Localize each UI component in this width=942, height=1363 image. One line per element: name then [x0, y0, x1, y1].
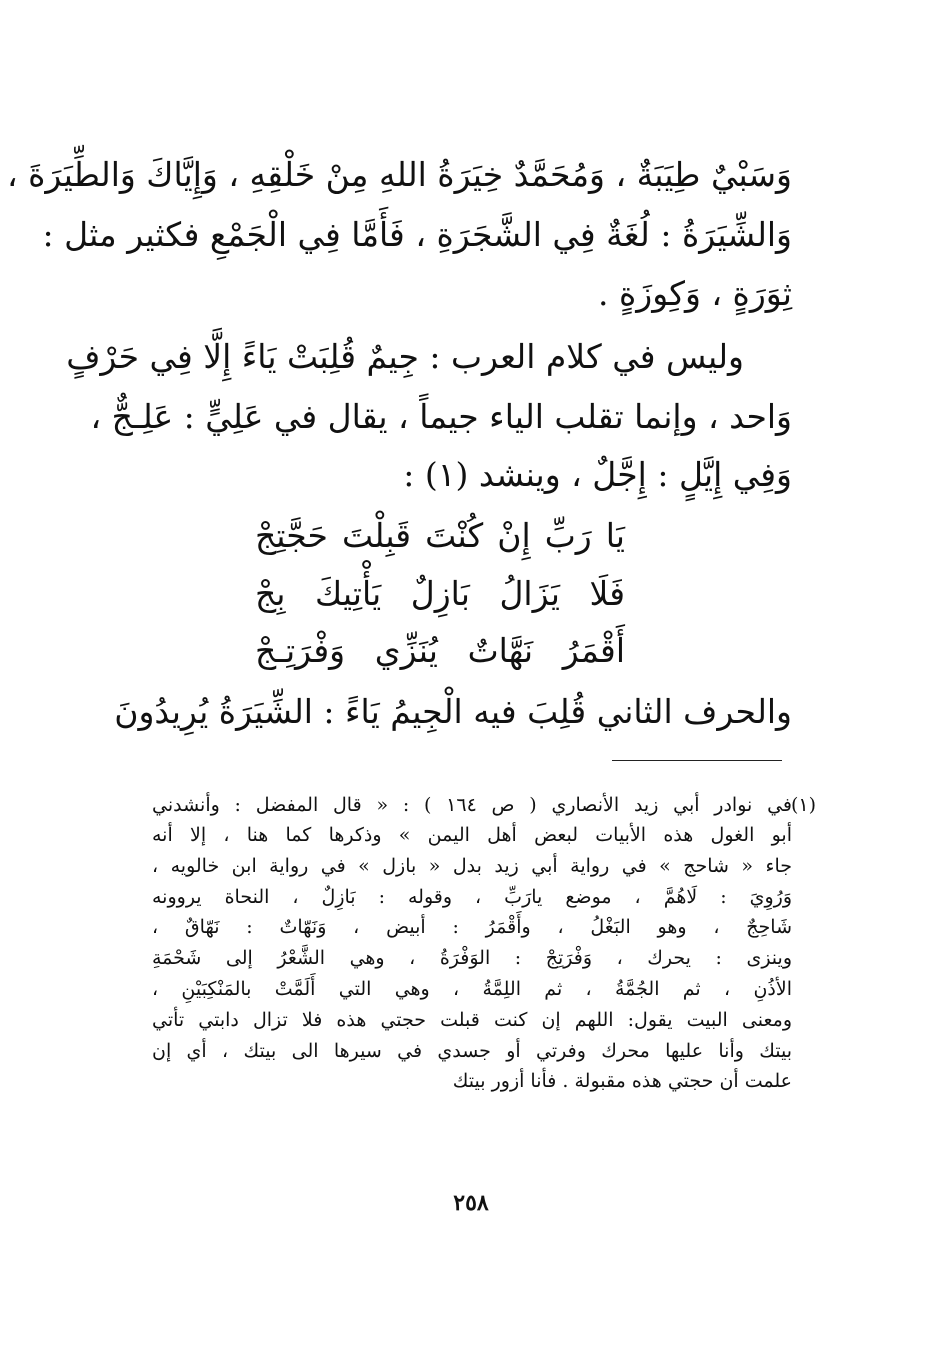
poem-verse: فَلَا يَزَالُ بَازِلٌ يَأْتِيكَ بِجْ	[255, 574, 625, 613]
main-text-line: ثِوَرَةٍ ، وَكِوزَةٍ .	[598, 274, 792, 313]
footnote-line: ومعنى البيت يقول: اللهم إن كنت قبلت حجتي هذه فلا تزال دابتي تأتي	[152, 1009, 792, 1031]
footnote-line: أبو الغول هذه الأبيات لبعض أهل اليمن » وذكرها كما هنا ، إلا أنه	[152, 824, 792, 846]
main-text-line: وَالشِّيَرَةُ : لُغَةٌ فِي الشَّجَرَةِ ، فَأَمَّا فِي الْجَمْعِ فكثير مثل :	[42, 215, 792, 254]
footnote-line: بيتك وأنا عليها محرك وفرتي أو جسدي في سيرها الى بيتك ، أي إن	[152, 1040, 792, 1062]
footnote-line: شَاحِجٌ ، وهو البَغْلُ ، وأَقْمَرُ : أبيض ، وَنَهّاتٌ : نَهّاقٌ ،	[152, 916, 792, 938]
poem-verse: أَقْمَرُ نَهَّاتٌ يُنَزِّي وَفْرَتِـجْ	[255, 631, 625, 670]
footnote-line: وينزى : يحرك ، وَفْرَتِجْ : الوَفْرَةُ ، وهي الشَّعْرُ إلى شَحْمَةِ	[152, 947, 792, 969]
footnote-line: الأذُنِ ، ثم الجُمَّةُ ، ثم اللِمَّةُ ، وهي التي أَلَمَّتْ بالمَنْكِبَيْنِ ،	[152, 978, 792, 1000]
main-text-line: وَفِي إِيَّلٍ : إِجَّلٌ ، وينشد (١) :	[403, 455, 792, 494]
footnote-separator	[612, 760, 782, 761]
footnote-line: علمت أن حجتي هذه مقبولة . فأنا أزور بيتك	[452, 1070, 792, 1092]
main-text-line: والحرف الثاني قُلِبَ فيه الْجِيمُ يَاءً : الشِّيَرَةُ يُرِيدُونَ	[114, 692, 792, 731]
footnote-line: وَرُوِيَ : لَاهُمَّ ، موضع يارَبِّ ، وقوله : بَازِلٌ ، النحاة يروونه	[152, 886, 792, 908]
footnote-marker: (١)	[790, 794, 816, 816]
main-text-line: وَاحد ، وإنما تقلب الياء جيماً ، يقال في عَلِيٍّ : عَلِـجٌّ ،	[90, 397, 792, 436]
page-number: ٢٥٨	[453, 1190, 489, 1216]
main-text-line: وَسَبْيٌ طِيَبَةٌ ، وَمُحَمَّدٌ خِيَرَةُ اللهِ مِنْ خَلْقِهِ ، وَإِيَّاكَ وَالطِّيَرَةَ ،	[6, 155, 792, 194]
main-text-line: وليس في كلام العرب : جِيمٌ قُلِبَتْ يَاءً إِلَّا فِي حَرْفٍ	[66, 337, 744, 376]
poem-verse: يَا رَبِّ إِنْ كُنْتَ قَبِلْتَ حَجَّتِجْ	[255, 516, 625, 555]
footnote-line: جاء « شاحج » في رواية أبي زيد بدل « بازل » في رواية ابن خالويه ،	[152, 855, 792, 877]
footnote-line: في نوادر أبي زيد الأنصاري ( ص ١٦٤ ) : « قال المفضل : وأنشدني	[152, 794, 792, 816]
